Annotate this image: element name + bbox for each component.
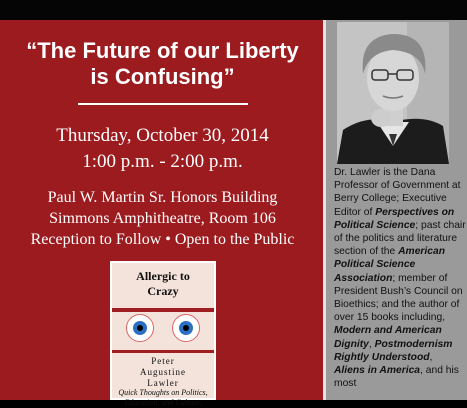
bio-text: ; member of President Bush’s Council on Bioethics; and the author of over 15 books including, — [334, 272, 463, 324]
top-bar — [0, 0, 467, 20]
iris — [133, 321, 147, 335]
bio-text: , and his most — [334, 365, 459, 390]
bio-text: Dr. Lawler is the Dana Professor of Government at Berry College; Executive Editor of — [334, 167, 461, 218]
book-cover — [110, 261, 216, 407]
book-title-line2: Crazy — [147, 284, 179, 298]
bio-book-title: Modern and American Dignity — [334, 325, 442, 350]
event-time: 1:00 p.m. - 2:00 p.m. — [82, 151, 243, 172]
event-building: Paul W. Martin Sr. Honors Building — [47, 189, 278, 206]
bio-book-title: Postmodernism Rightly Understood — [334, 338, 453, 363]
bio-association: American Political Science Association — [334, 246, 446, 284]
event-title-line1: “The Future of our Liberty — [26, 38, 299, 63]
speaker-photo — [337, 22, 449, 164]
speaker-bio — [334, 166, 466, 390]
book-title-line1: Allergic to — [136, 269, 190, 283]
eyeball-icon — [126, 314, 154, 342]
eyeball-icon — [172, 314, 200, 342]
event-room: Simmons Amphitheatre, Room 106 — [49, 210, 276, 227]
bio-journal: Perspectives on Political Science — [334, 206, 455, 231]
book-author-line2: Augustine — [140, 367, 186, 377]
event-reception: Reception to Follow • Open to the Public — [30, 231, 295, 248]
pupil — [137, 325, 143, 331]
book-band — [112, 308, 214, 312]
bio-text: ; past chair of the politics and literature section of the — [334, 219, 466, 258]
book-subtitle-line1: Quick Thoughts on Politics, — [118, 388, 208, 397]
event-title-line2: is Confusing” — [90, 64, 235, 89]
bio-book-title: Aliens in America — [334, 365, 421, 377]
bio-separator: , — [368, 338, 375, 350]
event-date: Thursday, October 30, 2014 — [56, 125, 269, 146]
book-author-line3: Lawler — [147, 378, 179, 388]
pupil — [183, 325, 189, 331]
iris — [179, 321, 193, 335]
book-subtitle-line2: Education, and Culture, — [124, 398, 202, 407]
title-rule — [78, 103, 248, 105]
bio-separator: , — [429, 351, 433, 363]
speaker-portrait — [337, 22, 449, 164]
book-author-line1: Peter — [151, 356, 175, 366]
book-band — [112, 350, 214, 353]
